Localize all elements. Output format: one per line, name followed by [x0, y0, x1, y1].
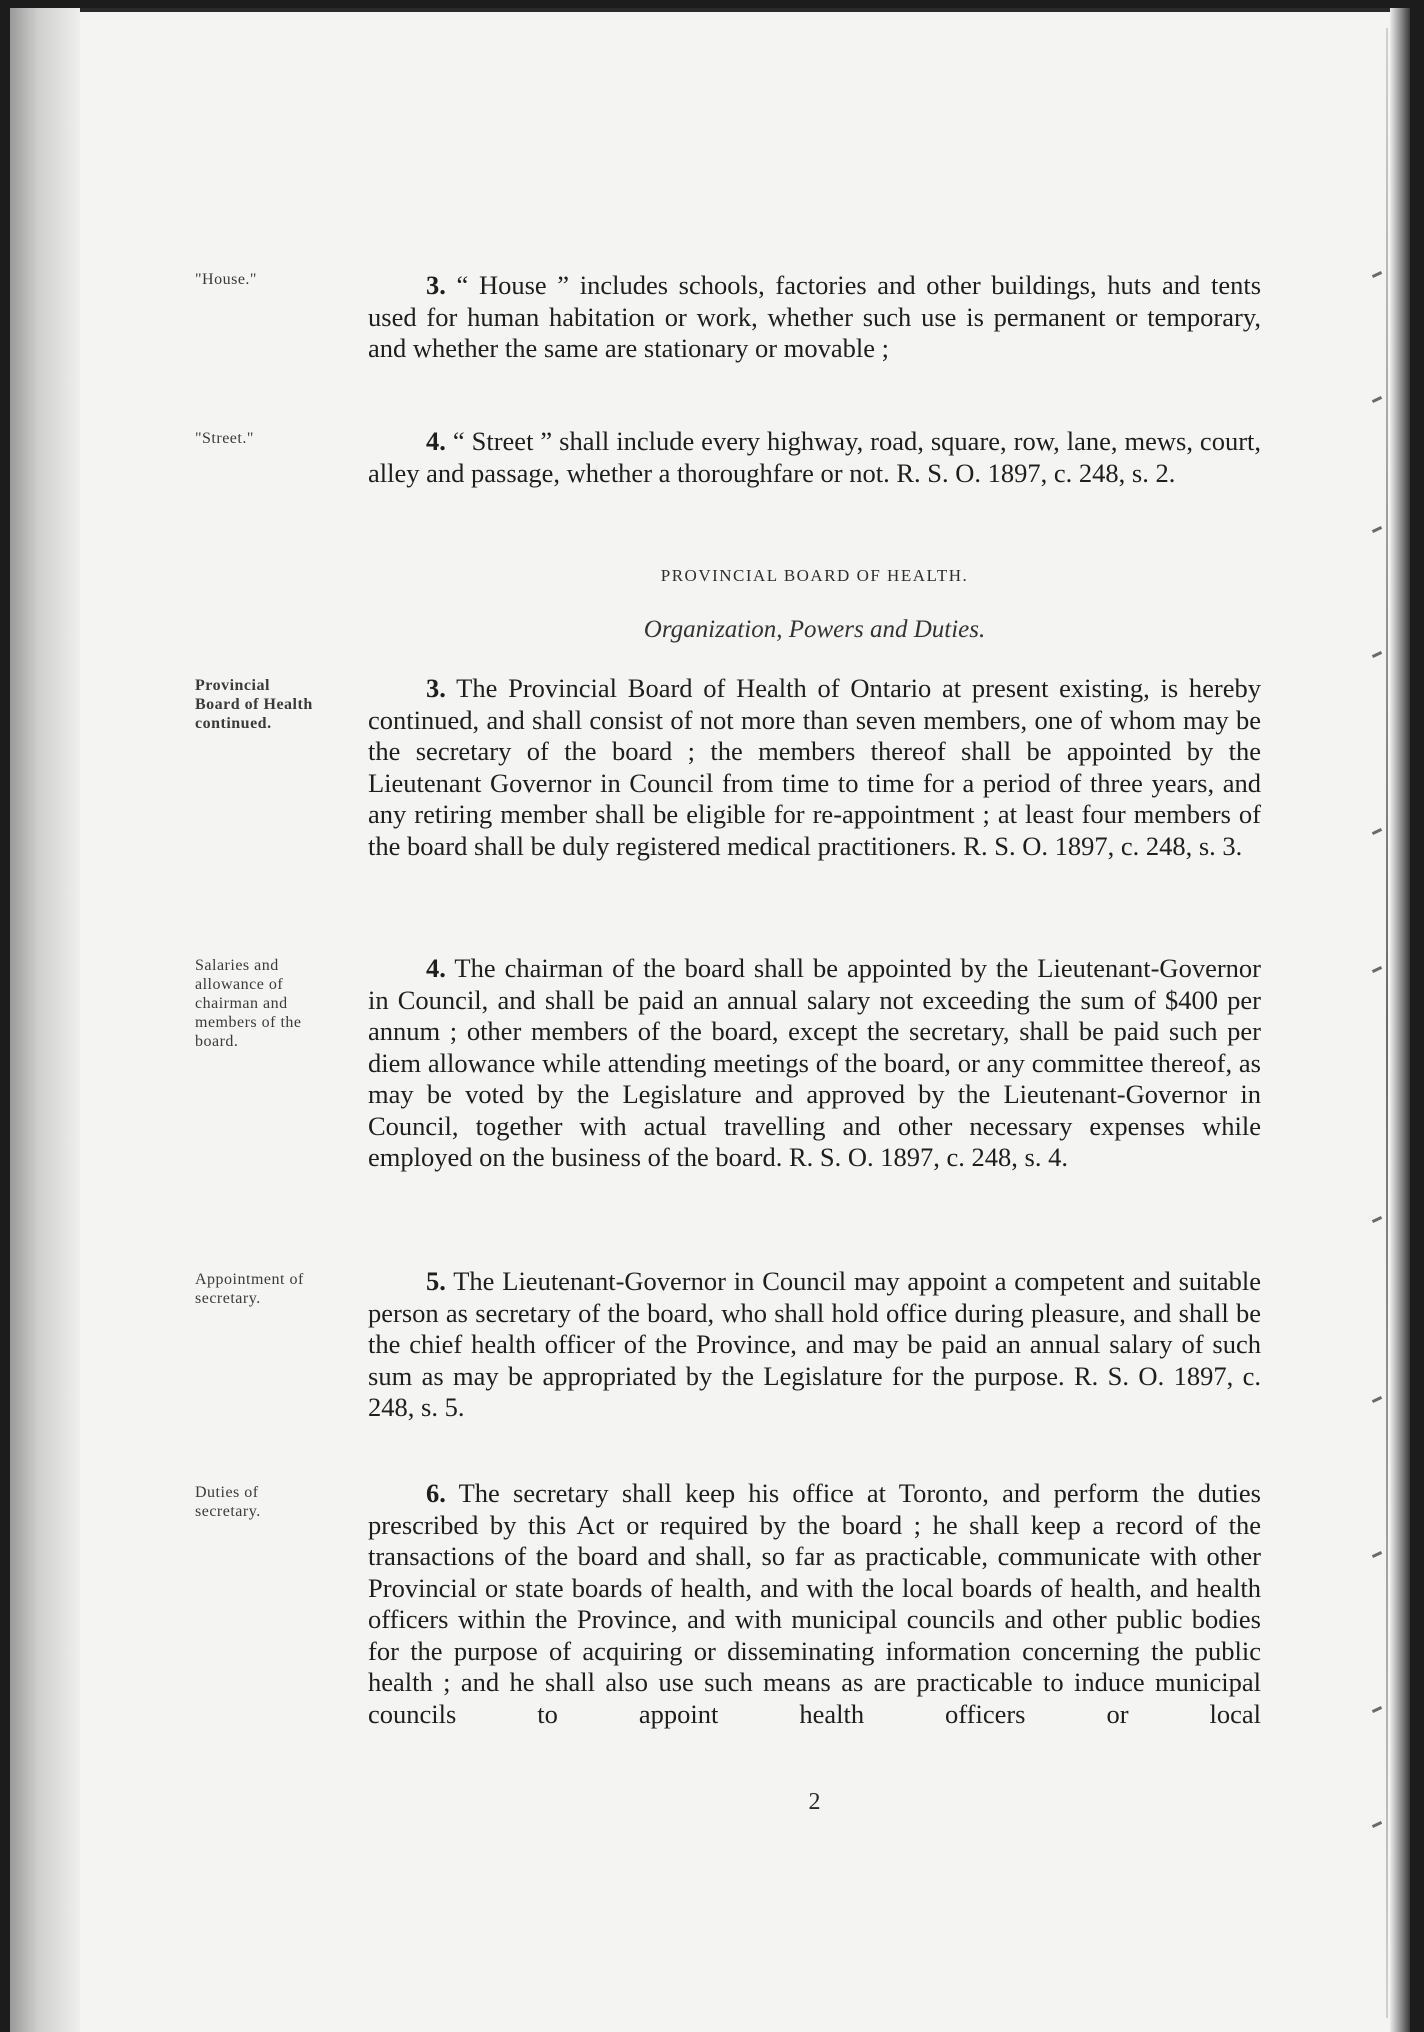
- edge-mark: [1372, 1216, 1382, 1223]
- edge-mark: [1372, 1551, 1382, 1558]
- page-number: 2: [808, 1789, 821, 1815]
- paragraph-house-definition: [368, 270, 1261, 365]
- paragraph-text: The Provincial Board of Health of Ontario at present existing, is hereby continued, and shall consist of not more than seven members, one of whom may be the secretary of the board ; the members thereof shall be appointed by the Lieutenant Governor in Council from time to time for a period of three years, and any retiring member shall be eligible for re-appointment ; at least four members of the board shall be duly registered medical practitioners. R. S. O. 1897, c. 248, s. 3.: [368, 673, 1261, 861]
- margin-note-appointment: Appointment of secretary.: [195, 1271, 304, 1307]
- section-number: 4.: [426, 953, 446, 983]
- left-page-shadow: [10, 8, 80, 2032]
- right-page-shadow: [1390, 8, 1410, 2032]
- edge-mark: [1372, 1821, 1382, 1828]
- edge-mark: [1372, 828, 1382, 835]
- edge-mark: [1372, 271, 1382, 278]
- section-number: 5.: [426, 1266, 446, 1296]
- document-page: [10, 8, 1410, 2032]
- paragraph-text: “ Street ” shall include every highway, road, square, row, lane, mews, court, alley and passage, whether a thoroughfare or not. R. S. O. 1897, c. 248, s. 2.: [368, 426, 1262, 488]
- section-number: 4.: [426, 426, 446, 456]
- margin-note-street: "Street.": [195, 430, 254, 447]
- margin-note-duties: Duties of secretary.: [195, 1484, 261, 1520]
- margin-note-salaries: Salaries and allowance of chairman and members of the board.: [195, 957, 302, 1050]
- paragraph-text: The Lieutenant-Governor in Council may appoint a competent and suitable person as secretary of the board, who shall hold office during pleasure, and shall be the chief health officer of the Province, and may be paid an annual salary of such sum as may be appropriated by the Legislature for the purpose. R. S. O. 1897, c. 248, s. 5.: [368, 1266, 1262, 1422]
- section-3: [368, 673, 1261, 862]
- paragraph-street-definition: [368, 426, 1261, 489]
- section-number: 3.: [426, 270, 446, 300]
- paragraph-text: The secretary shall keep his office at Toronto, and perform the duties prescribed by this Act or required by the board ; he shall keep a record of the transactions of the board and shall, so far as practicable, communicate with other Provincial or state boards of health, and with the local boards of health, and health officers within the Province, and with municipal councils and other public bodies for the purpose of acquiring or disseminating information concerning the public health ; and he shall also use such means as are practicable to induce municipal councils to appoint health officers or local: [368, 1478, 1261, 1729]
- section-6: [368, 1478, 1261, 1730]
- section-number: 6.: [426, 1478, 446, 1508]
- edge-mark: [1372, 1706, 1382, 1713]
- section-subheading: Organization, Powers and Duties.: [643, 616, 986, 643]
- paragraph-text: “ House ” includes schools, factories and other buildings, huts and tents used for human habitation or work, whether such use is permanent or temporary, and whether the same are stationary or movable ;: [368, 270, 1262, 363]
- margin-note-house: "House.": [195, 271, 257, 288]
- edge-mark: [1372, 1396, 1382, 1403]
- edge-mark: [1372, 396, 1382, 403]
- binding-edge: [1386, 28, 1388, 2018]
- section-4: [368, 953, 1261, 1174]
- top-edge: [10, 8, 1410, 12]
- margin-note-board-continued: Provincial Board of Health continued.: [195, 677, 313, 732]
- paragraph-text: The chairman of the board shall be appointed by the Lieutenant-Governor in Council, and shall be paid an annual salary not exceeding the sum of $400 per annum ; other members of the board, except the secretary, shall be paid such per diem allowance while attending meetings of the board, or any committee thereof, as may be voted by the Legislature and approved by the Lieutenant-Governor in Council, together with actual travelling and other necessary expenses while employed on the business of the board. R. S. O. 1897, c. 248, s. 4.: [368, 953, 1261, 1172]
- section-5: [368, 1266, 1261, 1424]
- edge-mark: [1372, 526, 1382, 533]
- section-number: 3.: [426, 673, 446, 703]
- edge-mark: [1372, 651, 1382, 658]
- edge-mark: [1372, 966, 1382, 973]
- section-heading: PROVINCIAL BOARD OF HEALTH.: [660, 566, 969, 585]
